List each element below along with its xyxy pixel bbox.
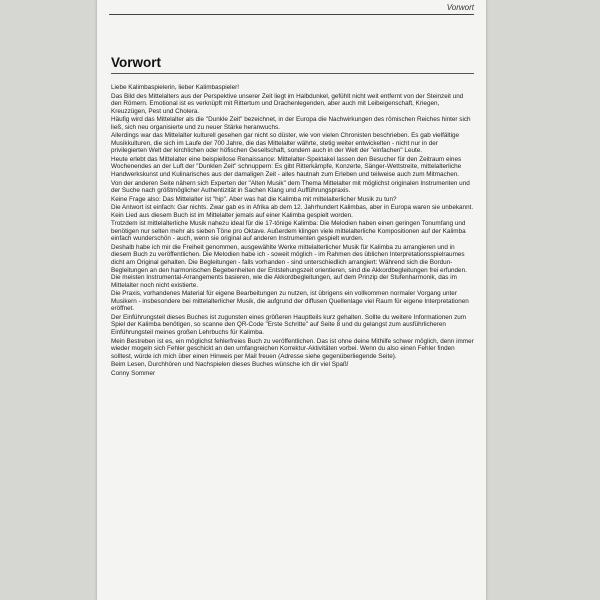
page-title: Vorwort <box>111 55 161 70</box>
paragraph: Die Praxis, vorhandenes Material für eigene Bearbeitungen zu nutzen, ist übrigens ein vollkommen normaler Vorgang unter Musikern - insbesondere bei mittelalterlicher Musik, die aufgrund der diffusen Quellenlage viel Raum für eigene Interpretationen eröffnet. <box>111 290 469 313</box>
author-signature: Conny Sommer <box>111 369 156 377</box>
paragraph: Häufig wird das Mittelalter als die "Dunkle Zeit" bezeichnet, in der Europa die Nachwirkungen des römischen Reiches hinter sich ließ, sich neu organisierte und zu neuer Stärke heranwuchs. <box>111 116 471 131</box>
book-page <box>97 0 486 600</box>
body-text <box>111 84 474 378</box>
title-rule <box>111 73 474 74</box>
paragraph: Keine Frage also: Das Mittelalter ist "hip". Aber was hat die Kalimba mit mittelalterlicher Musik zu tun? <box>111 195 397 203</box>
paragraph: Das Bild des Mittelalters aus der Perspektive unserer Zeit liegt im Halbdunkel, gefühlt nicht weit entfernt von der Steinzeit und den Römern. Emotional ist es verknüpft mit Rittertum und Drachenlegenden, aber auch mit Leibeigenschaft, Kriegen, Kreuzzügen, Pest und Cholera. <box>111 92 464 115</box>
paragraph: Heute erlebt das Mittelalter eine beispiellose Renaissance: Mittelalter-Spektakel lassen den Besucher für den Zeitraum eines Wochenendes an der Luft der "Dunklen Zeit" schnuppern: Es gibt Ritterkämpfe, Konzerte, Sänger-Wettstreite, mittelalterliche Handwerkskunst und Kulinarisches aus der damaligen Zeit - alles hautnah zum Erleben und teilweise auch zum Mitmachen. <box>111 155 462 179</box>
paragraph: Von der anderen Seite nähern sich Experten der "Alten Musik" dem Thema Mittelalter mit möglichst originalen Instrumenten und der Suche nach größtmöglicher Authentizität in Sachen Klang und Aufführungspraxis. <box>111 179 470 195</box>
paragraph: Deshalb habe ich mir die Freiheit genommen, ausgewählte Werke mittelalterlicher Musik für Kalimba zu arrangieren und in diesem Buch zu veröffentlichen. Die Melodien habe ich - soweit möglich - im Rahmen des üblichen Interpretationsspielraumes dicht am Original gehalten. Die Begleitungen - falls vorhanden - sind unterschiedlich arrangiert: Während sich die Bordun-Begleitungen an den harmonischen Begebenheiten der Entstehungszeit orientieren, sind die Akkordbegleitungen frei erfunden. Die meisten Instrumental-Arrangements basieren, wie die Akkordbegleitungen, auf dem Prinzip der Stufenharmonik, das im Mittelalter noch nicht existierte. <box>111 243 467 289</box>
paragraph: Der Einführungsteil dieses Buches ist zugunsten eines größeren Hauptteils kurz gehalten. Sollte du weitere Informationen zum Spiel der Kalimba benötigen, so scanne den QR-Code "Erste Schritte" auf Seite 8 und du gelangst zum ausführlicheren Einführungsteil meines großen Lehrbuchs für Kalimba. <box>111 313 467 336</box>
paragraph: Trotzdem ist mittelalterliche Musik nahezu ideal für die 17-tönige Kalimba: Die Melodien haben einen geringen Tonumfang und benötigen nur selten mehr als sieben Töne pro Oktave. Außerdem klingen viele mittelalterliche Kompositionen auf der Kalimba einfach wunderschön - auch, wenn sie original auf anderen Instrumenten gespielt wurden. <box>111 220 466 243</box>
paragraph: Mein Bestreben ist es, ein möglichst fehlerfreies Buch zu veröffentlichen. Das ist ohne deine Mithilfe schwer möglich, denn immer wieder mogeln sich Fehler geschickt an den umfangreichen Korrektur-Aktivitäten vorbei. Wenn du also einen Fehler finden solltest, würde ich mich über einen Hinweis per Mail freuen (Adresse siehe gegenüberliegende Seite). <box>111 337 474 360</box>
paragraph: Allerdings war das Mittelalter kulturell gesehen gar nicht so düster, wie von vielen Chronisten beschrieben. Es gab vielfältige Musikkulturen, die sich im Laufe der 700 Jahre, die das Mittelalter währte, stetig weiter entwickelten - nicht nur in der privilegierten Welt der kirchlichen oder höfischen Gesellschaft, sondern auch in der Welt der "einfachen" Leute. <box>111 132 460 155</box>
paragraph-greeting: Liebe Kalimbaspielerin, lieber Kalimbaspieler! <box>111 84 239 91</box>
paragraph: Die Antwort ist einfach: Gar nichts. Zwar gab es in Afrika ab dem 12. Jahrhundert Kalimbas, aber in Europa waren sie unbekannt. Kein Lied aus diesem Buch ist im Mittelalter jemals auf einer Kalimba gespielt worden. <box>111 204 474 219</box>
paragraph-closing: Beim Lesen, Durchhören und Nachspielen dieses Buches wünsche ich dir viel Spaß! <box>111 361 349 369</box>
running-header: Vorwort <box>446 3 474 12</box>
header-rule <box>109 14 474 15</box>
